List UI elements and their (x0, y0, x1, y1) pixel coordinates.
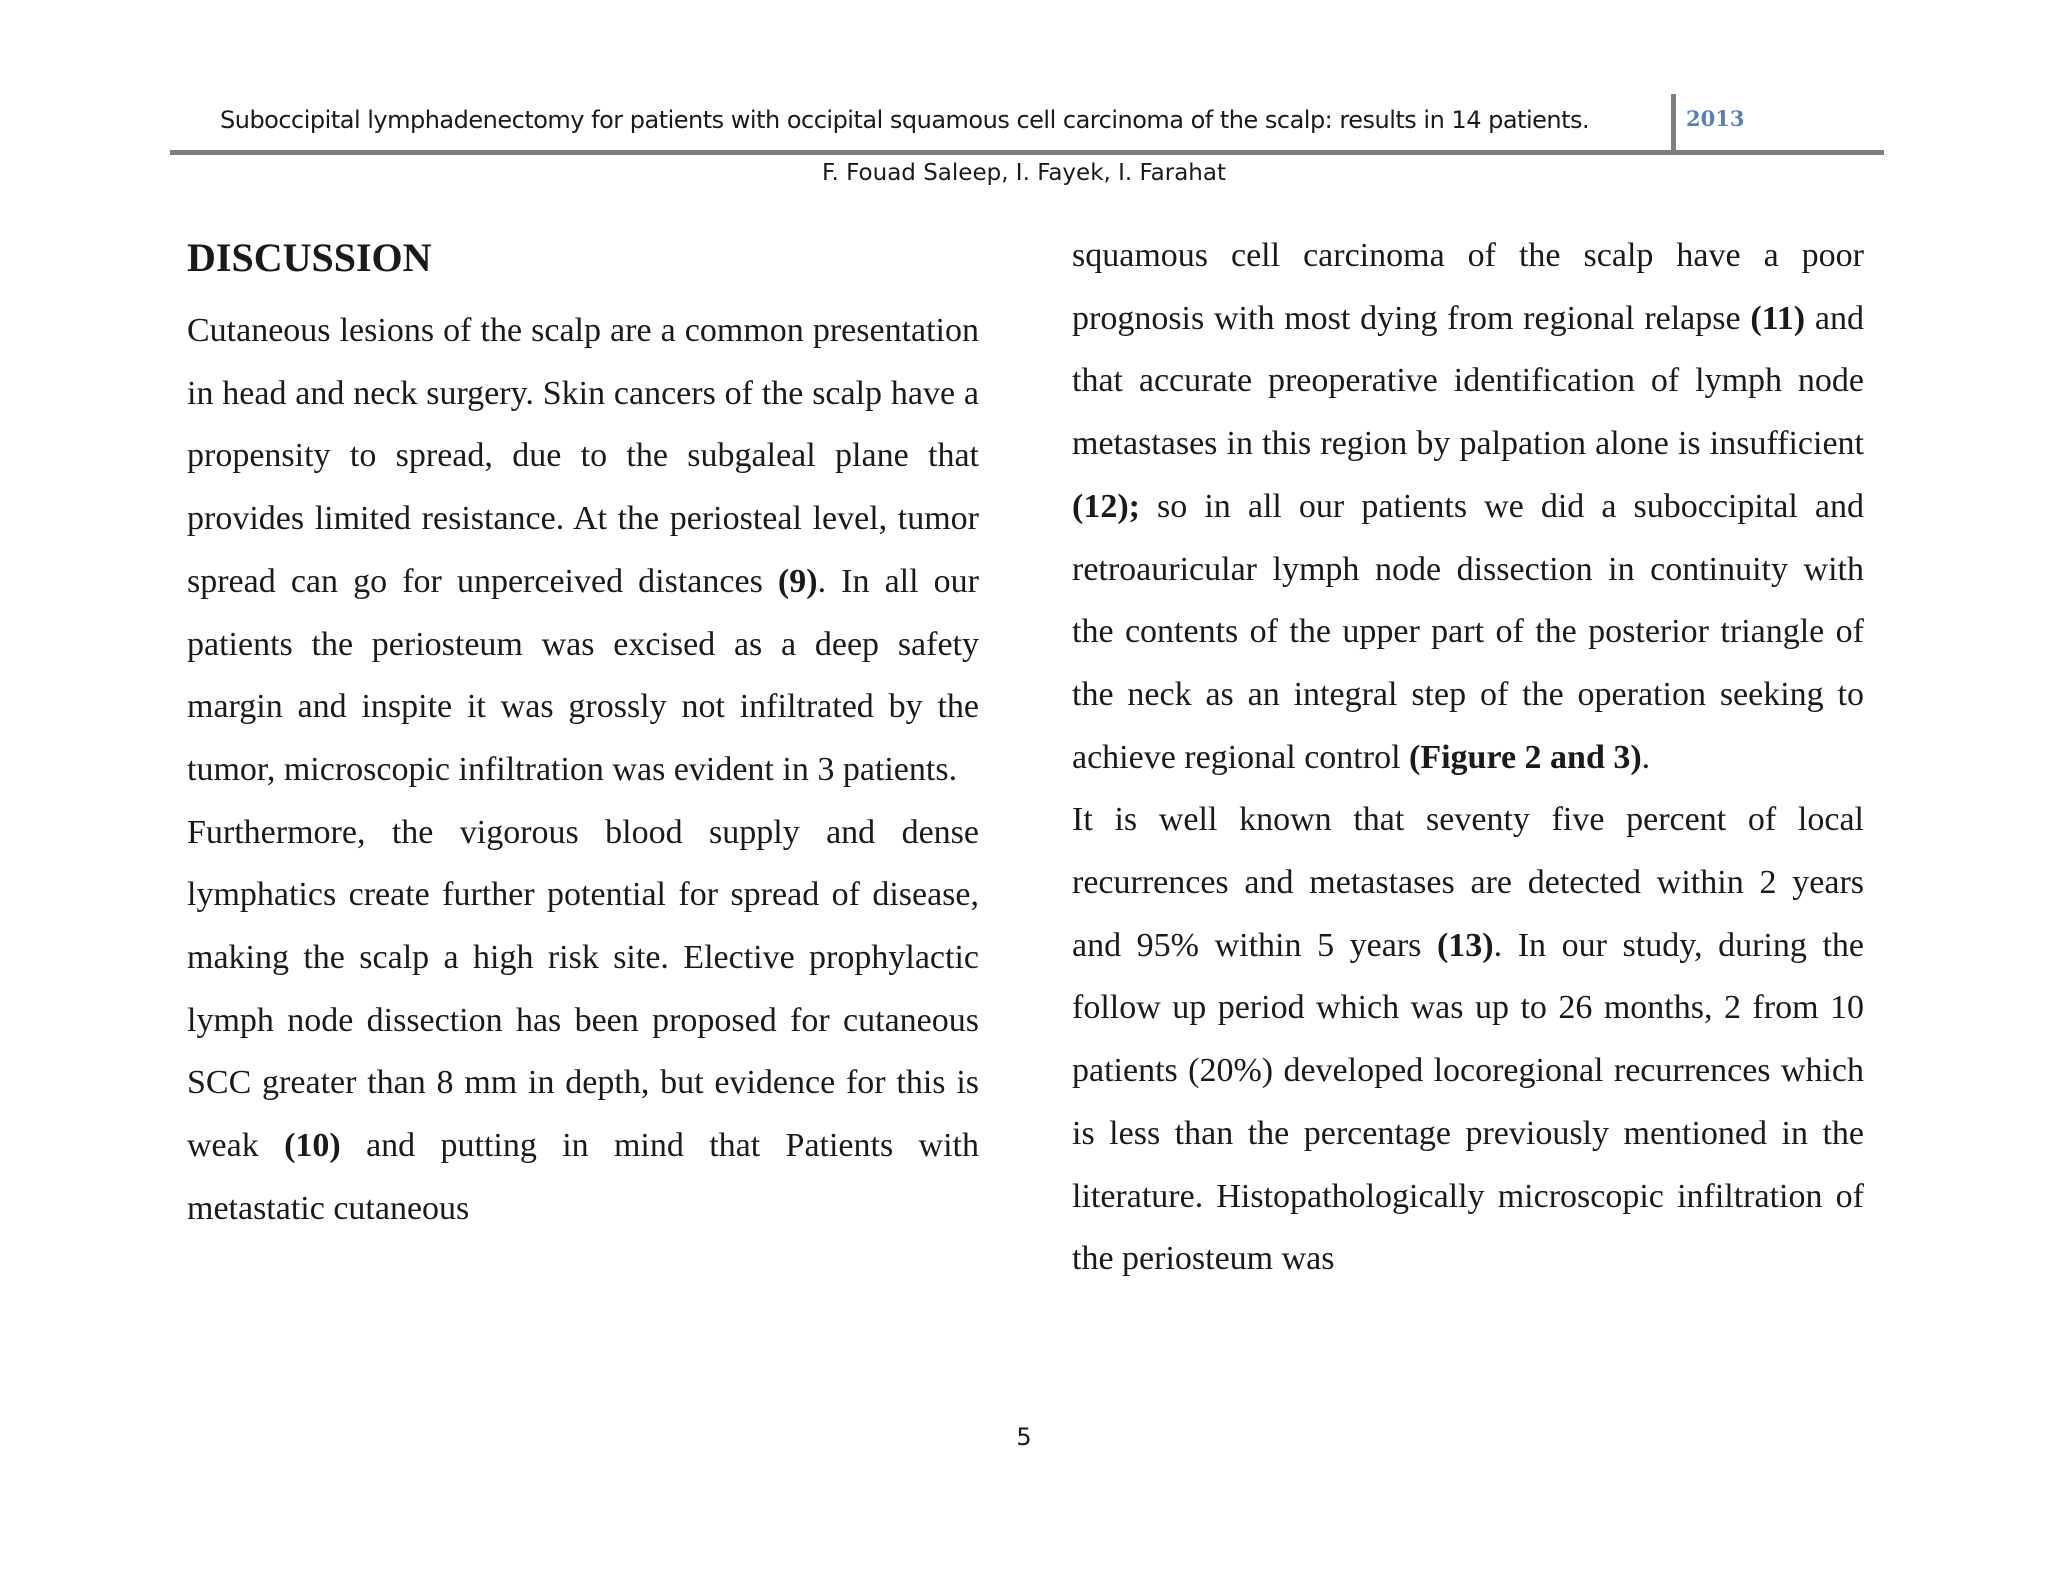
authors-line: F. Fouad Saleep, I. Fayek, I. Farahat (821, 160, 1226, 186)
running-header (170, 86, 1884, 156)
figure-reference: (Figure 2 and 3) (1409, 738, 1642, 776)
paragraph-2 (187, 802, 979, 1241)
page-number: 5 (1016, 1423, 1032, 1451)
citation: (11) (1750, 299, 1806, 337)
header-rule (170, 150, 1884, 155)
text-run: . (1641, 738, 1651, 776)
text-run: and that accurate preoperative identification of lymph node metastases in this region by palpation alone is insufficient (1072, 299, 1864, 463)
citation: (12); (1072, 487, 1140, 525)
paragraph-3 (1072, 225, 1864, 789)
text-run: squamous cell carcinoma of the scalp have a poor prognosis with most dying from regional relapse (1072, 237, 1864, 337)
section-title: DISCUSSION (187, 235, 432, 280)
header-year: 2013 (1686, 106, 1745, 131)
paragraph-1 (187, 300, 979, 802)
text-run: Furthermore, the vigorous blood supply and dense lymphatics create further potential for spread of disease, making the scalp a high risk site. Elective prophylactic lymph node dissection has been proposed for cutaneous SCC greater than 8 mm in depth, but evidence for this is weak (187, 813, 979, 1165)
left-column (187, 230, 979, 1241)
running-title: Suboccipital lymphadenectomy for patients with occipital squamous cell carcinoma of the scalp: results in 14 patients. (220, 106, 1590, 134)
citation: (10) (284, 1127, 341, 1165)
citation: (9) (777, 562, 818, 600)
citation: (13) (1436, 926, 1494, 964)
text-run: . In all our patients the periosteum was excised as a deep safety margin and inspite it was grossly not infiltrated by the tumor, microscopic infiltration was evident in 3 patients. (187, 562, 979, 788)
text-run: so in all our patients we did a suboccipital and retroauricular lymph node dissection in continuity with the contents of the upper part of the posterior triangle of the neck as an integral step of the operation seeking to achieve regional control (1072, 487, 1864, 776)
text-run: Cutaneous lesions of the scalp are a common presentation in head and neck surgery. Skin cancers of the scalp have a propensity to spread, due to the subgaleal plane that provides limited resistance. At the periosteal level, tumor spread can go for unperceived distances (187, 312, 979, 600)
right-column (1072, 225, 1864, 1291)
paragraph-4 (1072, 789, 1864, 1291)
text-run: and putting in mind that Patients with metastatic cutaneous (187, 1127, 979, 1227)
text-run: . In our study, during the follow up period which was up to 26 months, 2 from 10 patients (20%) developed locoregional recurrences which is less than the percentage previously mentioned in the literature. Histopathologically microscopic infiltration of the periosteum was (1072, 926, 1864, 1278)
header-separator (1671, 94, 1676, 152)
text-run: It is well known that seventy five percent of local recurrences and metastases are detected within 2 years and 95% within 5 years (1072, 801, 1864, 964)
